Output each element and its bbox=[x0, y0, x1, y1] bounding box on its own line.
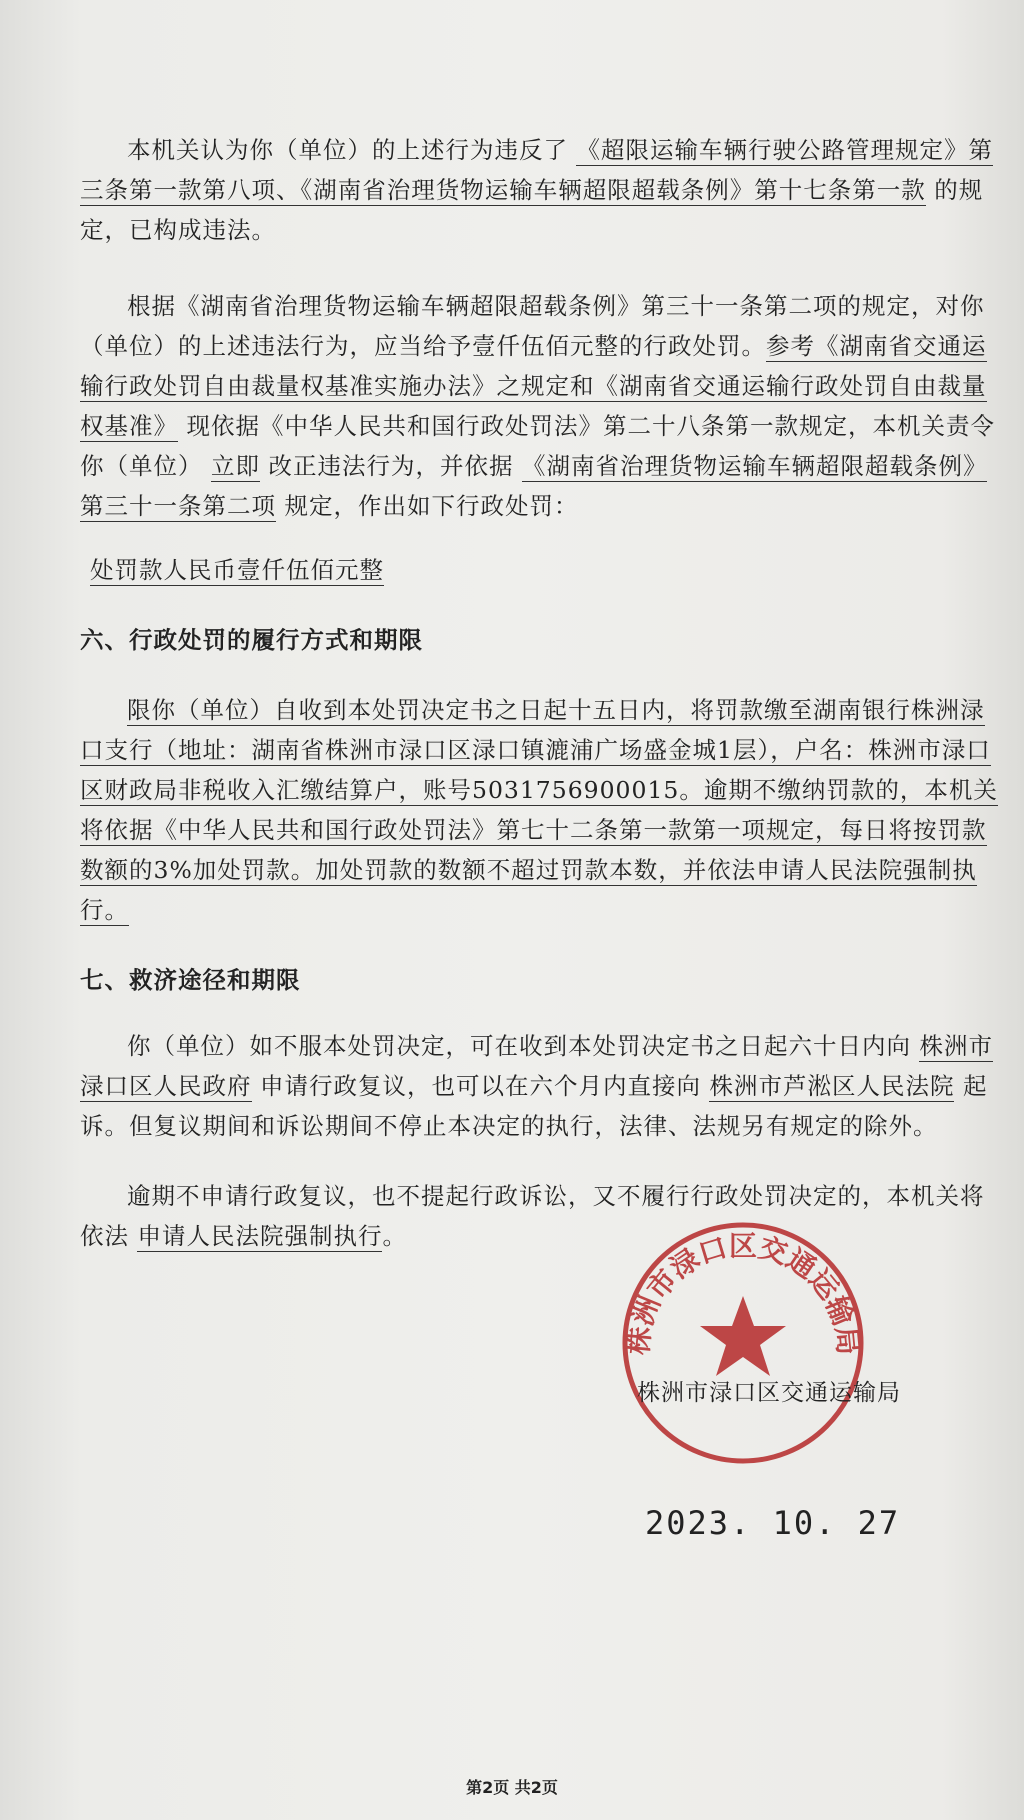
basis-text-a: 根据《湖南省治理货物运输车辆超限超载条例》第三十一条第二项的规定，对你（单位）的上述违法行为，应当给予壹仟伍佰元整的行政处罚。 bbox=[80, 292, 985, 360]
section-heading-7: 七、救济途径和期限 bbox=[80, 966, 301, 994]
document-body bbox=[80, 130, 1000, 1256]
enforcement-action: 申请人民法院强制执行 bbox=[137, 1222, 383, 1250]
seal-graphic bbox=[618, 1218, 868, 1468]
correction-deadline: 立即 bbox=[210, 452, 260, 480]
violation-text-b: 的规定，已构成违法。 bbox=[80, 176, 984, 244]
remedy-text-a: 你（单位）如不服本处罚决定，可在收到本处罚决定书之日起六十日内向 bbox=[127, 1032, 911, 1060]
official-seal bbox=[618, 1218, 868, 1468]
penalty-line bbox=[80, 550, 1000, 590]
basis-paragraph bbox=[80, 286, 1000, 526]
penalty-basis: 《湖南省治理货物运输车辆超限超载条例》第三十一条第二项 bbox=[80, 452, 988, 520]
payment-paragraph bbox=[80, 690, 1000, 930]
remedy-paragraph bbox=[80, 1026, 1000, 1146]
page-number: 第2页 共2页 bbox=[466, 1778, 558, 1797]
seal-text-path: 株洲市渌口区交通运输局 bbox=[621, 1229, 865, 1357]
violated-regulations: 《超限运输车辆行驶公路管理规定》第三条第一款第八项、《湖南省治理货物运输车辆超限超载条例》第十七条第一款 bbox=[80, 136, 993, 204]
penalty-amount: 处罚款人民币壹仟伍佰元整 bbox=[90, 556, 384, 584]
issue-date: 2023. 10. 27 bbox=[645, 1504, 901, 1542]
review-authority: 株洲市渌口区人民政府 bbox=[80, 1032, 993, 1100]
basis-text-c: 改正违法行为，并依据 bbox=[268, 452, 514, 480]
enforcement-text-b: 。 bbox=[382, 1222, 407, 1250]
issuing-authority: 株洲市渌口区交通运输局 bbox=[637, 1380, 901, 1406]
remedy-text-b: 申请行政复议，也可以在六个月内直接向 bbox=[259, 1072, 701, 1100]
payment-terms: 限你（单位）自收到本处罚决定书之日起十五日内，将罚款缴至湖南银行株洲渌口支行（地址：湖南省株洲市渌口区渌口镇漉浦广场盛金城1层），户名：株洲市渌口区财政局非税收入汇缴结算户，账号503175690001​5。逾期不缴纳罚款的，本机关将依据《中华人民共和国行政处罚法》第七十二条第一款第一项规定，每日将按罚款数额的3%加处罚款。加处罚款的数额不超过罚款本数，并依法申请人民法院强制执行。 bbox=[80, 696, 998, 924]
discretion-reference: 参考《湖南省交通运输行政处罚自由裁量权基准实施办法》之规定和《湖南省交通运输行政处罚自由裁量权基准》 bbox=[80, 332, 987, 440]
section-heading-6: 六、行政处罚的履行方式和期限 bbox=[80, 626, 423, 654]
enforcement-text-a: 逾期不申请行政复议，也不提起行政诉讼，又不履行行政处罚决定的，本机关将依法 bbox=[80, 1182, 985, 1250]
seal-star-icon bbox=[700, 1296, 786, 1376]
violation-paragraph bbox=[80, 130, 1000, 250]
remedy-text-c: 起诉。但复议期间和诉讼期间不停止本决定的执行，法律、法规另有规定的除外。 bbox=[80, 1072, 988, 1140]
basis-text-b: 现依据《中华人民共和国行政处罚法》第二十八条第一款规定，本机关责令你（单位） bbox=[80, 412, 995, 480]
violation-text-a: 本机关认为你（单位）的上述行为违反了 bbox=[127, 136, 568, 164]
basis-text-d: 规定，作出如下行政处罚： bbox=[284, 492, 579, 520]
court-name: 株洲市芦淞区人民法院 bbox=[709, 1072, 955, 1100]
